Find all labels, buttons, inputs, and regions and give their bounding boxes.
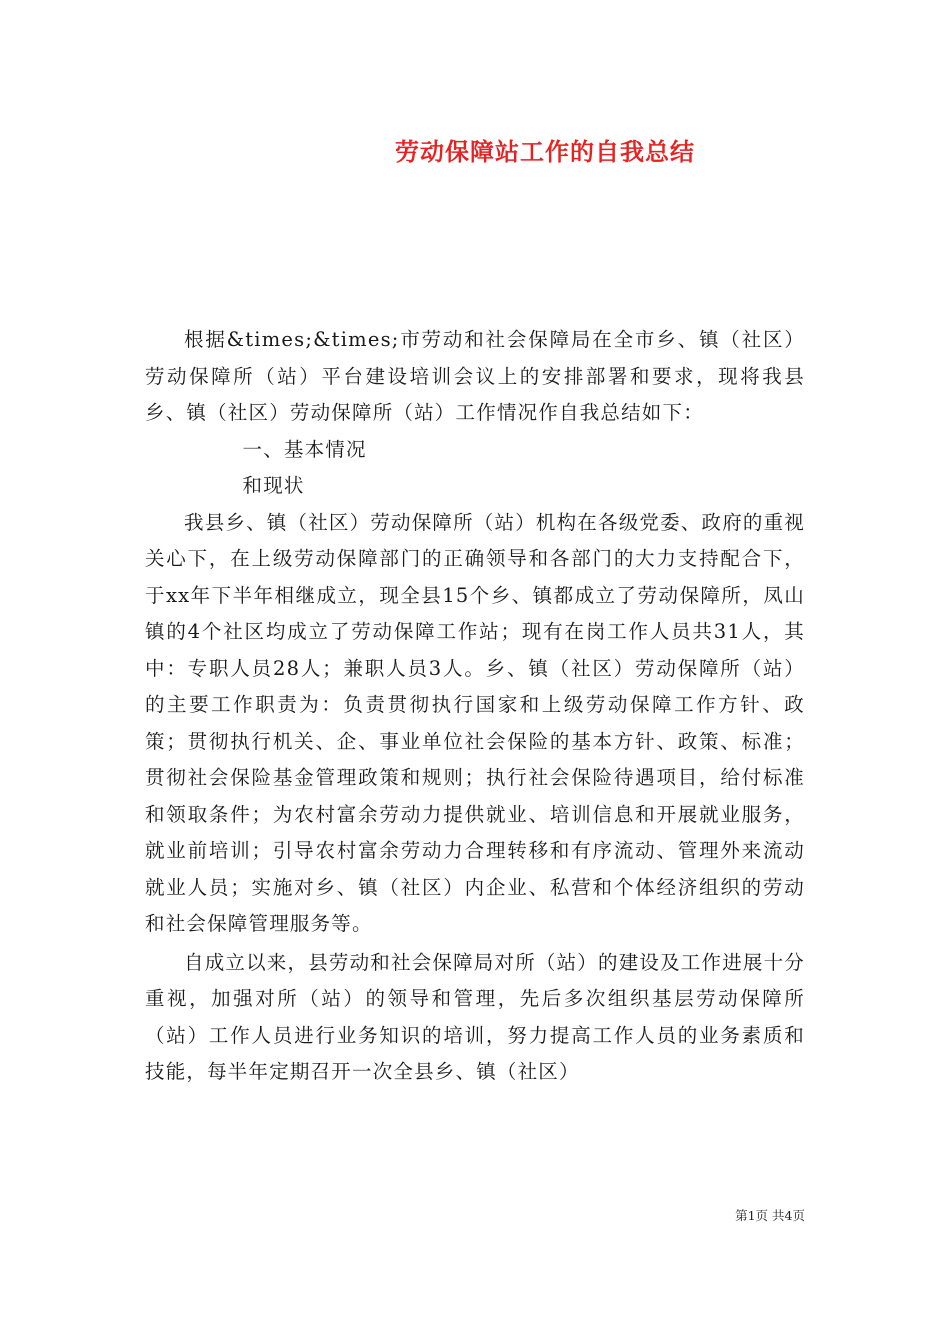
page-number: 第1页 共4页 — [735, 1208, 805, 1223]
document-title: 劳动保障站工作的自我总结 — [395, 137, 695, 166]
section-heading-continued: 和现状 — [242, 474, 305, 497]
paragraph-intro: 根据&times;&times;市劳动和社会保障局在全市乡、镇（社区）劳动保障所（站）平台建设培训会议上的安排部署和要求，现将我县乡、镇（社区）劳动保障所（站）工作情况作自我总结如下： — [145, 328, 805, 424]
paragraph-since-established: 自成立以来，县劳动和社会保障局对所（站）的建设及工作进展十分重视，加强对所（站）的领导和管理，先后多次组织基层劳动保障所（站）工作人员进行业务知识的培训，努力提高工作人员的业务素质和技能，每半年定期召开一次全县乡、镇（社区） — [145, 950, 806, 1083]
paragraph-basic-situation: 我县乡、镇（社区）劳动保障所（站）机构在各级党委、政府的重视关心下，在上级劳动保障部门的正确领导和各部门的大力支持配合下，于xx年下半年相继成立，现全县15个乡、镇都成立了劳动保障所，凤山镇的4个社区均成立了劳动保障工作站；现有在岗工作人员共31人，其中：专职人员28人；兼职人员3人。乡、镇（社区）劳动保障所（站）的主要工作职责为：负责贯彻执行国家和上级劳动保障工作方针、政策；贯彻执行机关、企、事业单位社会保险的基本方针、政策、标准；贯彻社会保险基金管理政策和规则；执行社会保险待遇项目，给付标准和领取条件；为农村富余劳动力提供就业、培训信息和开展就业服务，就业前培训；引导农村富余劳动力合理转移和有序流动、管理外来流动就业人员；实施对乡、镇（社区）内企业、私营和个体经济组织的劳动和社会保障管理服务等。 — [145, 510, 806, 935]
section-heading: 一、基本情况 — [242, 437, 367, 461]
document-body — [145, 322, 805, 1091]
